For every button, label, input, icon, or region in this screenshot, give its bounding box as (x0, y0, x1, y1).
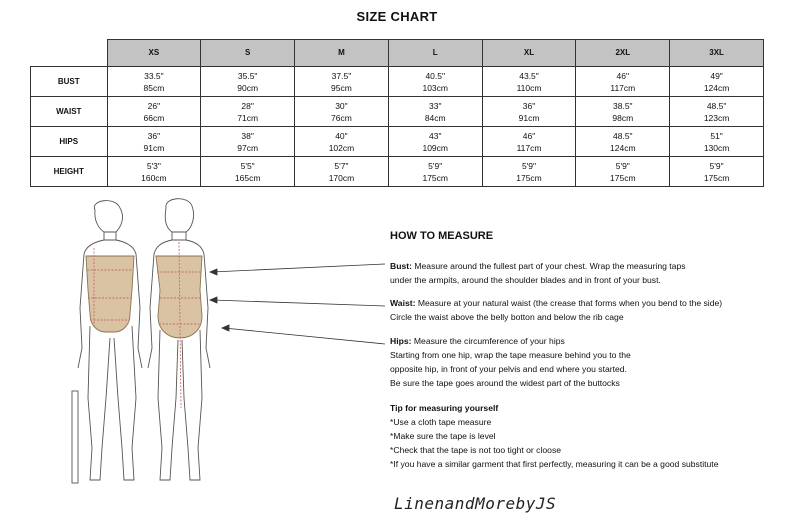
table-cell: 48.5" 123cm (670, 97, 764, 127)
col-2xl: 2XL (576, 40, 670, 67)
bust-arrow (212, 264, 385, 272)
tip-item: *If you have a similar garment that first perfectly, measuring it can be a good substitute (390, 459, 719, 469)
table-cell: 51" 130cm (670, 127, 764, 157)
table-cell: 28" 71cm (201, 97, 295, 127)
table-cell: 46" 117cm (482, 127, 576, 157)
row-label: BUST (31, 67, 108, 97)
table-row-waist (31, 97, 764, 127)
table-cell: 30" 76cm (295, 97, 389, 127)
col-3xl: 3XL (670, 40, 764, 67)
brand-signature: LinenandMorebyJS (394, 494, 557, 513)
back-figure-illustration (148, 199, 210, 480)
table-cell: 35.5" 90cm (201, 67, 295, 97)
table-cell: 5'5" 165cm (201, 157, 295, 187)
hips-arrow (224, 328, 385, 344)
table-cell: 38" 97cm (201, 127, 295, 157)
tip-item: *Use a cloth tape measure (390, 417, 492, 427)
how-to-measure-heading: HOW TO MEASURE (390, 230, 494, 242)
table-row-height (31, 157, 764, 187)
table-cell: 36" 91cm (482, 97, 576, 127)
measurement-illustration (60, 198, 390, 488)
bust-instructions: Bust: Measure around the fullest part of your chest. Wrap the measuring taps under the armpits, around the shoulder blades and in front of your bust. (390, 261, 686, 285)
page-title: SIZE CHART (356, 9, 438, 24)
table-cell: 5'9" 175cm (482, 157, 576, 187)
col-l: L (388, 40, 482, 67)
row-label: HEIGHT (31, 157, 108, 187)
tips-title: Tip for measuring yourself (390, 403, 499, 413)
waist-arrow (212, 300, 385, 306)
table-cell: 33.5" 85cm (107, 67, 201, 97)
col-s: S (201, 40, 295, 67)
front-figure-illustration (78, 201, 142, 480)
col-m: M (295, 40, 389, 67)
tip-item: *Check that the tape is not too tight or cloose (390, 445, 562, 455)
table-cell: 5'9" 175cm (670, 157, 764, 187)
table-cell: 5'3" 160cm (107, 157, 201, 187)
table-cell: 33" 84cm (388, 97, 482, 127)
row-label: HIPS (31, 127, 108, 157)
table-cell: 49" 124cm (670, 67, 764, 97)
table-row-hips (31, 127, 764, 157)
tip-item: *Make sure the tape is level (390, 431, 496, 441)
header-blank (31, 40, 108, 67)
table-cell: 38.5" 98cm (576, 97, 670, 127)
table-cell: 26" 66cm (107, 97, 201, 127)
col-xl: XL (482, 40, 576, 67)
table-cell: 43.5" 110cm (482, 67, 576, 97)
table-cell: 40.5" 103cm (388, 67, 482, 97)
table-cell: 5'9" 175cm (388, 157, 482, 187)
table-cell: 5'9" 175cm (576, 157, 670, 187)
waist-instructions: Waist: Measure at your natural waist (the crease that forms when you bend to the side) Circle the waist above the belly botton and below the rib cage (390, 298, 723, 322)
col-xs: XS (107, 40, 201, 67)
table-cell: 40" 102cm (295, 127, 389, 157)
size-chart-table (30, 39, 764, 187)
table-cell: 37.5" 95cm (295, 67, 389, 97)
table-cell: 48.5" 124cm (576, 127, 670, 157)
table-cell: 43" 109cm (388, 127, 482, 157)
row-label: WAIST (31, 97, 108, 127)
measuring-tips (390, 401, 780, 471)
table-row-bust (31, 67, 764, 97)
table-header-row (31, 40, 764, 67)
table-cell: 5'7" 170cm (295, 157, 389, 187)
ruler-illustration (72, 391, 78, 483)
table-cell: 46" 117cm (576, 67, 670, 97)
table-cell: 36" 91cm (107, 127, 201, 157)
hips-instructions: Hips: Measure the circumference of your hips Starting from one hip, wrap the tape measure behind you to the opposite hip, in front of your pelvis and end where you started. Be sure the tape goes around the widest part of the buttocks (390, 336, 631, 388)
